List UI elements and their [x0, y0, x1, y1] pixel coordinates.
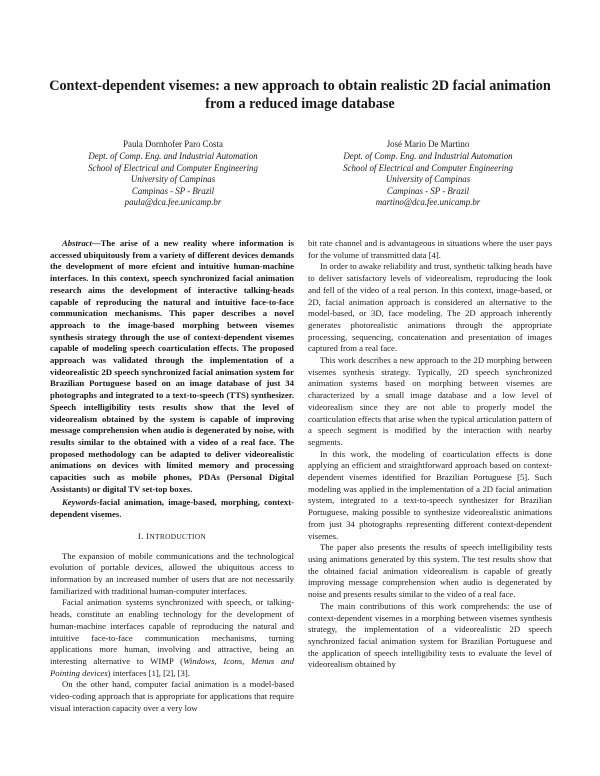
intro-paragraph-1: The expansion of mobile communications and the technological evolution of portable devices, allowed the ubiquitous access to information by an increased number of users that are not necessarily familiarized with traditional human-computer interfaces. — [50, 550, 294, 596]
author-block-1 — [48, 139, 298, 208]
right-paragraph-0: bit rate channel and is advantageous in situations where the user pays for the volume of transmitted data [4]. — [308, 238, 552, 260]
right-paragraph-2: This work describes a new approach to the 2D morphing between visemes synthesis strategy. Typically, 2D speech synchronized animation systems based on morphing between visemes are characterized by a small image database and a low level of videorealism since they are not able to properly model the coarticulation effects that arise when the typical articulation pattern of a speech segment is modified by the interaction with nearby segments. — [308, 355, 552, 447]
paper-title — [40, 77, 560, 113]
abstract — [50, 238, 294, 495]
author-location: Campinas - SP - Brazil — [131, 185, 215, 196]
right-paragraph-5: The main contributions of this work comprehends: the use of context-dependent visemes in a morphing between visemes synthesis strategy, the implementation of a videorealistic 2D speech synchronized facial animation system for Brazilian Portuguese and the application of speech intelligibility tests to evaluate the level of videorealism obtained by — [308, 600, 552, 670]
author-dept: Dept. of Comp. Eng. and Industrial Automation — [88, 151, 258, 162]
right-paragraph-4: The paper also presents the results of speech intelligibility tests using animations generated by this system. The test results show that the obtained facial animation videorealism is capable of greatly improving message comprehension when audio is degenerated by noise and presents results similar to the video of a real face. — [308, 542, 552, 600]
abstract-lead: Abstract — [62, 238, 92, 248]
author-university: University of Campinas — [385, 174, 471, 185]
author-name: José Mario De Martino — [386, 139, 470, 149]
section-first-letter: I — [146, 530, 150, 541]
wimp-expansion: Windows, Icons, Menus and Pointing devices — [50, 655, 294, 678]
intro-paragraph-2-text: Facial animation systems synchronized with speech, or talking-heads, constitute an enabling technology for the development of human-machine interfaces capable of reproducing the natural and intuitive face-to-face communication mechanisms, turning applications more human, involving and attractive, being an interesting alternative to WIMP ( — [50, 597, 294, 666]
author-email: paula@dca.fee.unicamp.br — [124, 197, 222, 208]
intro-paragraph-3: On the other hand, computer facial animation is a model-based video-coding approach that is appropriate for applications that require visual interaction capacity over a very low — [50, 679, 294, 713]
title-line-2: from a reduced image database — [205, 96, 395, 112]
intro-paragraph-2-end: ) interfaces [1], [2], [3]. — [107, 667, 190, 678]
right-paragraph-3: In this work, the modeling of coarticulation effects is done applying an efficient and straightforward approach based on context-dependent visemes identified for Brazilian Portuguese [5]. Such modeling was applied in the implementation of a 2D facial animation system, integrated to a text-to-speech synthesizer for Brazilian Portuguese, making possible to synthesize videorealistic animations from just 34 photographs representing different context-dependent visemes. — [308, 448, 552, 541]
intro-paragraph-2 — [50, 597, 294, 679]
author-school: School of Electrical and Computer Engineering — [343, 162, 513, 173]
right-column — [308, 238, 552, 671]
section-title-rest: NTRODUCTION — [149, 531, 207, 541]
left-column — [50, 238, 294, 714]
author-name: Paula Dornhofer Paro Costa — [123, 139, 223, 149]
keywords-lead: Keywords — [62, 497, 97, 508]
author-block-2 — [303, 139, 553, 208]
abstract-text: —The arise of a new reality where information is accessed ubiquitously from a variety of different devices demands the development of more efcient and intuitive human-machine interfaces. In this context, speech synchronized facial animation research aims the development of interactive talking-heads capable of reproducing the natural and intuitive face-to-face communication mechanisms. This paper describes a novel approach to the image-based morphing between visemes synthesis strategy through the use of context-dependent visemes capable of modeling speech coarticulation effects. The proposed approach was validated through the implementation of a videorealistic 2D speech synchronized facial animation system for Brazilian Portuguese based on an image database of just 34 photographs and integrated to a text-to-speech (TTS) synthesizer. Speech intelligibility tests results show that the level of videorealism obtained by the system is capable of improving message comprehension when audio is degenerated by noise, with results similar to the obtained with a video of a real face. The proposed methodology can be adapted to deliver videorealistic animations on devices with limited memory and processing capacities such as mobile phones, PDAs (Personal Digital Assistants) or digital TV set-top boxes. — [50, 238, 294, 494]
section-numeral: I. — [137, 530, 144, 541]
keywords-text: -facial animation, image-based, morphing, context-dependent visemes. — [50, 497, 294, 520]
section-heading-introduction — [50, 531, 294, 543]
title-line-1: Context-dependent visemes: a new approach to obtain realistic 2D facial animation — [49, 78, 551, 94]
author-email: martino@dca.fee.unicamp.br — [375, 197, 481, 208]
author-university: University of Campinas — [130, 174, 216, 185]
author-dept: Dept. of Comp. Eng. and Industrial Automation — [343, 151, 513, 162]
right-paragraph-1: In order to awake reliability and trust, synthetic talking heads have to deliver satisfactory levels of videorealism, reproducing the look and fell of the video of a real person. In this context, image-based, or 2D, facial animation approach is considered an alternative to the model-based, or 3D, face modeling. The 2D approach inherently generates photorealistic animations through the appropriate processing, sequencing, concatenation and presentation of images captured from a real face. — [308, 261, 552, 354]
author-school: School of Electrical and Computer Engineering — [88, 162, 258, 173]
keywords — [50, 497, 294, 520]
author-location: Campinas - SP - Brazil — [386, 185, 470, 196]
